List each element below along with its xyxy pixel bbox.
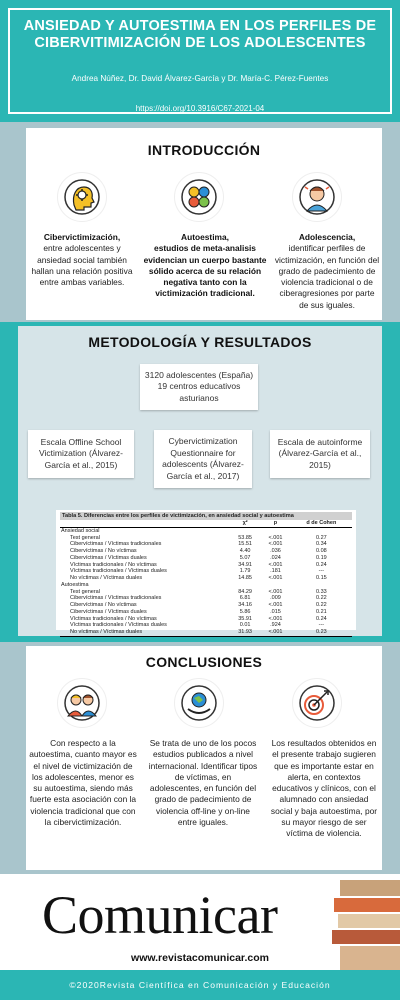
intro-card: [26, 128, 382, 320]
intro-col-2-heading: Autoestima,: [181, 232, 229, 242]
table-row: [60, 602, 352, 609]
table-cell: [230, 527, 260, 534]
table-cell: ---: [318, 622, 325, 629]
results-table: [56, 510, 356, 635]
target-arrow-icon: [292, 678, 342, 728]
table-cell: 14.85: [238, 575, 252, 581]
table-body: [60, 527, 352, 636]
intro-title: INTRODUCCIÓN: [147, 142, 261, 158]
table-cell: 0.24: [316, 561, 327, 568]
intro-col-1-text: entre adolescentes y ansiedad social también hallan una relación positiva entre ambas variables.: [31, 243, 133, 288]
header-frame: [8, 8, 392, 114]
table-cell: <.001: [268, 602, 283, 608]
row-label: Cibervíctimas / Víctimas duales: [70, 554, 147, 561]
table-cell: .924: [270, 622, 281, 629]
row-label: Víctimas tradicionales / No víctimas: [70, 561, 157, 568]
table-cell: 6.81: [239, 595, 251, 602]
row-label: Autoestima: [61, 581, 89, 588]
table-cell: 34.91: [238, 561, 252, 568]
table-cell: <.001: [268, 575, 283, 581]
intro-col-2-text: estudios de meta-analisis evidencian un cuerpo bastante sólido acerca de su relación negativa tanto con la victimización tradicional.: [143, 243, 267, 299]
table-cell: [291, 527, 352, 534]
table-cell: 53.85: [238, 534, 252, 541]
table-cell: <.001: [268, 534, 283, 541]
row-label: No víctimas / Víctimas duales: [70, 575, 143, 581]
logo-area: [0, 874, 400, 970]
table-cell: 0.01: [239, 622, 251, 629]
table-cell: 0.27: [316, 534, 327, 541]
table-cell: 4.40: [239, 548, 251, 554]
table-cell: [291, 582, 352, 589]
row-label: Cibervíctimas / Víctimas tradicionales: [70, 541, 162, 548]
table-cell: 0.34: [316, 541, 327, 548]
row-label: Cibervíctimas / No víctimas: [70, 602, 137, 608]
conclusions-card: [26, 646, 382, 870]
table-cell: <.001: [268, 615, 283, 622]
footer-bar: [0, 970, 400, 1000]
header-banner: [0, 0, 400, 122]
table-cell: 0.33: [316, 588, 327, 595]
comunicar-logo: Comunicar: [42, 885, 278, 945]
table-caption: Tabla 5. Diferencias entre los perfiles de victimización, en ansiedad social y autoestima: [60, 512, 352, 520]
col-header-d: d de Cohen: [291, 520, 352, 527]
table-cell: 0.24: [316, 615, 327, 622]
table: [60, 520, 352, 637]
table-cell: [260, 582, 291, 589]
table-cell: <.001: [268, 541, 283, 548]
table-cell: 0.22: [316, 595, 327, 602]
table-cell: .015: [270, 608, 281, 615]
hands-globe-icon: [174, 678, 224, 728]
instrument-box-3: Escala de autoinforme (Álvarez-García et al., 2015): [270, 430, 370, 478]
row-label: Víctimas tradicionales / Víctimas duales: [70, 622, 167, 629]
intro-col-3-heading: Adolescencia,: [298, 232, 356, 242]
row-label: Cibervíctimas / No víctimas: [70, 548, 137, 554]
intro-section: [0, 122, 400, 322]
table-row: [60, 548, 352, 555]
copyright: ©2020Revista Científica en Comunicación y Educación: [69, 980, 331, 990]
table-row: [60, 575, 352, 582]
title-line-1: ANSIEDAD Y AUTOESTIMA EN LOS PERFILES DE: [23, 18, 377, 34]
row-label: Cibervíctimas / Víctimas duales: [70, 608, 147, 615]
row-label: Víctimas tradicionales / No víctimas: [70, 615, 157, 622]
conclusion-col-1: Con respecto a la autoestima, cuanto mayor es el nivel de victimización de los adolescentes, menor es su autoestima, siendo más fuerte esta asociación con la violencia tradicional que con la cibervictimización.: [29, 738, 137, 828]
table-row: [60, 622, 352, 629]
conclusion-col-2: Se trata de uno de los pocos estudios publicados a nivel internacional. Identificar tipos de víctimas, en adolescentes, en función del grado de padecimiento de violencia off-line y on-line entre iguales.: [148, 738, 258, 828]
row-label: No víctimas / Víctimas duales: [60, 629, 230, 636]
authors: Andrea Núñez, Dr. David Álvarez-García y Dr. María-C. Pérez-Fuentes: [71, 74, 329, 83]
table-row: [60, 555, 352, 562]
table-row: [60, 616, 352, 623]
table-row: [60, 527, 352, 534]
method-section: [0, 322, 400, 642]
table-cell: 35.91: [238, 615, 252, 622]
table-row: [60, 595, 352, 602]
table-cell: 31.93: [230, 629, 260, 636]
table-cell: <.001: [268, 588, 283, 595]
table-cell: 34.16: [238, 602, 252, 608]
table-cell: .181: [270, 568, 281, 575]
table-cell: ---: [318, 568, 325, 575]
col-header-p: p: [260, 520, 291, 527]
instrument-box-2: Cybervictimization Questionnaire for adolescents (Álvarez-García et al., 2017): [154, 430, 252, 488]
conclusions-section: [0, 642, 400, 874]
stressed-teen-icon: [292, 172, 342, 222]
table-row: [60, 541, 352, 548]
table-cell: 0.21: [316, 608, 327, 615]
doi-link[interactable]: https://doi.org/10.3916/C67-2021-04: [135, 104, 265, 113]
method-title: METODOLOGÍA Y RESULTADOS: [88, 334, 312, 350]
title-line-2: CIBERVITIMIZACIÓN DE LOS ADOLESCENTES: [34, 35, 366, 51]
table-row: [60, 535, 352, 542]
sample-box: 3120 adolescentes (España) 19 centros educativos asturianos: [140, 364, 258, 410]
table-cell: [260, 527, 291, 534]
col-header-chi: χ²: [230, 520, 260, 527]
table-cell: .036: [270, 548, 281, 554]
intro-col-3-text: identificar perfiles de victimización, en función del grado de padecimiento de violencia tradicional o de ciberagresiones por parte de sus iguales.: [274, 243, 380, 310]
table-header-row: [60, 520, 352, 527]
row-label: Cibervíctimas / Víctimas tradicionales: [70, 595, 162, 602]
conclusions-title: CONCLUSIONES: [145, 654, 263, 670]
col-header-0: [60, 520, 230, 527]
table-cell: .024: [270, 554, 281, 561]
intro-col-1-heading: Cibervictimización,: [43, 232, 121, 242]
row-label: Test general: [70, 534, 100, 541]
table-cell: <.001: [260, 629, 291, 636]
table-row: [60, 589, 352, 596]
emotions-face-icon: [174, 172, 224, 222]
table-cell: 0.15: [316, 575, 327, 581]
table-row: [60, 562, 352, 569]
table-cell: 5.07: [239, 554, 251, 561]
table-cell: 0.23: [291, 629, 352, 636]
instrument-box-1: Escala Offline School Victimization (Álvarez-García et al., 2015): [28, 430, 134, 478]
page-title: [10, 18, 390, 52]
table-cell: 1.79: [239, 568, 251, 575]
website-link[interactable]: www.revistacomunicar.com: [131, 952, 269, 964]
table-cell: 15.51: [238, 541, 252, 548]
table-cell: <.001: [268, 561, 283, 568]
table-cell: 0.19: [316, 554, 327, 561]
table-cell: 0.22: [316, 602, 327, 608]
table-cell: 84.29: [238, 588, 252, 595]
brain-gear-icon: [57, 172, 107, 222]
table-row: [60, 582, 352, 589]
table-row: [60, 609, 352, 616]
table-cell: [230, 582, 260, 589]
method-card: [18, 326, 382, 636]
intro-col-1: [30, 232, 134, 288]
teens-icon: [57, 678, 107, 728]
table-cell: .009: [270, 595, 281, 602]
intro-col-3: [274, 232, 380, 311]
conclusion-col-3: Los resultados obtenidos en el presente trabajo sugieren que es importante estar en alerta, en contextos educativos y clínicos, con el alumnado con ansiedad social y baja autoestima, por su mayor riesgo de ser víctima de violencia.: [270, 738, 378, 839]
table-row: [60, 568, 352, 575]
table-cell: 0.08: [316, 548, 327, 554]
intro-col-2: [142, 232, 268, 300]
row-label: Ansiedad social: [61, 527, 100, 534]
table-cell: 5.86: [239, 608, 251, 615]
row-label: Test general: [70, 588, 100, 595]
table-row: [60, 629, 352, 636]
row-label: Víctimas tradicionales / Víctimas duales: [70, 568, 167, 575]
